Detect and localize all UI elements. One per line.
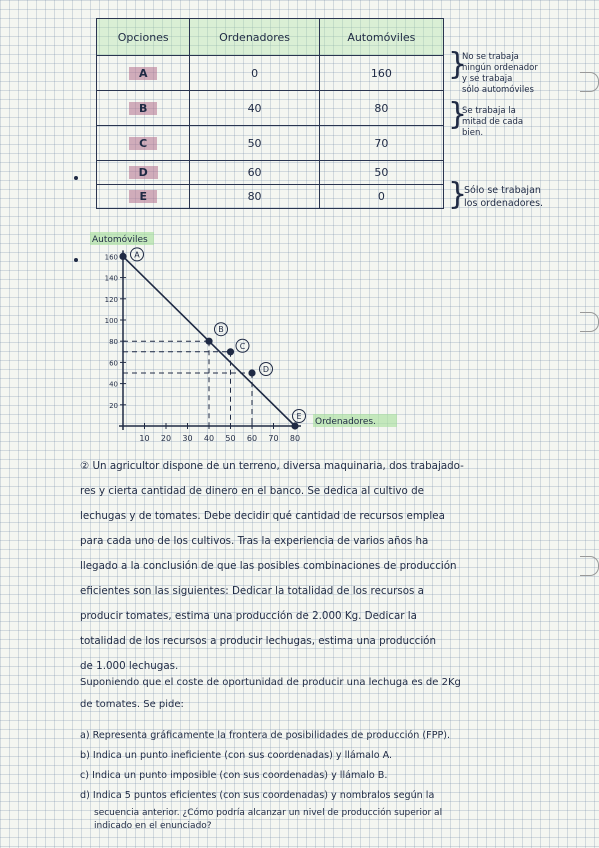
option-cell <box>97 185 190 209</box>
x-tick-label: 40 <box>203 434 215 443</box>
option-cell <box>97 56 190 91</box>
table-row <box>97 126 444 161</box>
x-tick-label: 50 <box>225 434 236 443</box>
y-tick-label: 80 <box>109 338 118 347</box>
table-row <box>97 161 444 185</box>
point-label-b: B <box>218 325 224 335</box>
option-c: C <box>129 137 157 150</box>
point-label-a: A <box>134 250 140 260</box>
ordenadores-cell: 60 <box>190 161 319 185</box>
note-line: ningún ordenador <box>462 63 538 73</box>
x-tick-label: 70 <box>268 434 279 443</box>
paragraph-line: ② Un agricultor dispone de un terreno, diversa maquinaria, dos trabajado- <box>80 460 464 472</box>
y-tick-label: 160 <box>104 253 118 262</box>
question-d-cont: indicado en el enunciado? <box>94 821 212 831</box>
header-ordenadores: Ordenadores <box>190 19 319 56</box>
note-line: Se trabaja la <box>462 106 516 116</box>
assumption-line: de tomates. Se pide: <box>80 699 184 710</box>
question-d-cont: secuencia anterior. ¿Cómo podría alcanzar un nivel de producción superior al <box>94 808 443 818</box>
y-tick-label: 60 <box>109 359 118 368</box>
paragraph-line: lechugas y de tomates. Debe decidir qué cantidad de recursos emplea <box>80 510 445 522</box>
point-label-d: D <box>262 365 270 374</box>
x-tick-label: 10 <box>139 434 150 443</box>
point-label-e: E <box>296 412 302 421</box>
automoviles-cell: 50 <box>319 161 443 185</box>
x-tick-label: 20 <box>160 434 172 443</box>
option-a: A <box>129 67 158 80</box>
binder-ring <box>580 72 599 92</box>
point-e <box>291 422 298 429</box>
paragraph-line: para cada uno de los cultivos. Tras la experiencia de varios años ha <box>80 535 429 547</box>
header-automoviles: Automóviles <box>319 19 443 56</box>
table-row <box>97 185 444 209</box>
note-line: los ordenadores. <box>464 198 544 209</box>
assumption-text <box>80 672 580 716</box>
y-tick-label: 100 <box>104 317 118 325</box>
x-axis-label: Ordenadores. <box>315 417 376 427</box>
paragraph-line: res y cierta cantidad de dinero en el banco. Se dedica al cultivo de <box>80 485 424 497</box>
option-d: D <box>129 166 158 179</box>
option-b: B <box>129 102 157 115</box>
point-a <box>119 253 126 260</box>
binder-ring <box>580 556 599 576</box>
paragraph-line: producir tomates, estima una producción de 2.000 Kg. Dedicar la <box>80 610 417 622</box>
questions-list <box>80 726 580 832</box>
paragraph-line: llegado a la conclusión de que las posibles combinaciones de producción <box>80 560 457 572</box>
y-axis-label: Automóviles <box>92 235 148 245</box>
assumption-line: Suponiendo que el coste de oportunidad de producir una lechuga es de 2Kg <box>80 677 461 688</box>
x-tick-label: 30 <box>182 434 193 443</box>
brace-icon: } <box>448 177 468 212</box>
x-tick-label: 60 <box>246 434 258 443</box>
option-cell <box>97 161 190 185</box>
header-opciones: Opciones <box>97 19 190 56</box>
margin-dot <box>74 176 78 180</box>
y-tick-label: 20 <box>109 401 118 410</box>
option-cell <box>97 91 190 126</box>
note-line: bien. <box>462 128 484 138</box>
note-line: Sólo se trabajan <box>464 185 541 196</box>
paragraph-line: de 1.000 lechugas. <box>80 660 179 672</box>
point-d <box>248 369 255 376</box>
automoviles-cell: 70 <box>319 126 443 161</box>
question-a: a) Representa gráficamente la frontera de posibilidades de producción (FPP). <box>80 730 451 741</box>
option-e: E <box>129 190 157 203</box>
point-b <box>205 338 212 345</box>
y-tick-label: 120 <box>104 295 118 304</box>
margin-dot <box>74 258 78 262</box>
table-header-row <box>97 19 444 56</box>
note-line: No se trabaja <box>462 52 519 62</box>
point-c <box>227 348 234 355</box>
paragraph-line: eficientes son las siguientes: Dedicar la totalidad de los recursos a <box>80 585 424 597</box>
question-b: b) Indica un punto ineficiente (con sus coordenadas) y llámalo A. <box>80 750 393 761</box>
exercise-paragraph <box>80 454 580 679</box>
paragraph-line: totalidad de los recursos a producir lechugas, estima una producción <box>80 635 437 647</box>
ordenadores-cell: 50 <box>190 126 319 161</box>
y-tick-label: 140 <box>104 274 118 283</box>
ordenadores-cell: 40 <box>190 91 319 126</box>
point-label-c: C <box>239 341 246 351</box>
automoviles-cell: 80 <box>319 91 443 126</box>
question-c: c) Indica un punto imposible (con sus coordenadas) y llámalo B. <box>80 770 388 781</box>
brace-icon: } <box>448 47 468 82</box>
question-d: d) Indica 5 puntos eficientes (con sus coordenadas) y nombralos según la <box>80 790 435 801</box>
binder-ring <box>580 312 599 332</box>
y-tick-label: 40 <box>109 380 118 389</box>
brace-icon: } <box>448 97 468 132</box>
table-row <box>97 91 444 126</box>
automoviles-cell: 0 <box>319 185 443 209</box>
ordenadores-cell: 0 <box>190 56 319 91</box>
note-option-a <box>462 52 538 96</box>
ppf-chart <box>86 228 426 456</box>
note-option-b <box>462 106 523 139</box>
option-cell <box>97 126 190 161</box>
options-table <box>96 18 444 209</box>
note-line: mitad de cada <box>462 117 524 127</box>
x-tick-label: 80 <box>289 434 301 443</box>
note-line: y se trabaja <box>462 74 513 84</box>
automoviles-cell: 160 <box>319 56 443 91</box>
table-row <box>97 56 444 91</box>
note-line: sólo automóviles <box>462 85 534 95</box>
note-option-e <box>464 184 543 210</box>
ordenadores-cell: 80 <box>190 185 319 209</box>
